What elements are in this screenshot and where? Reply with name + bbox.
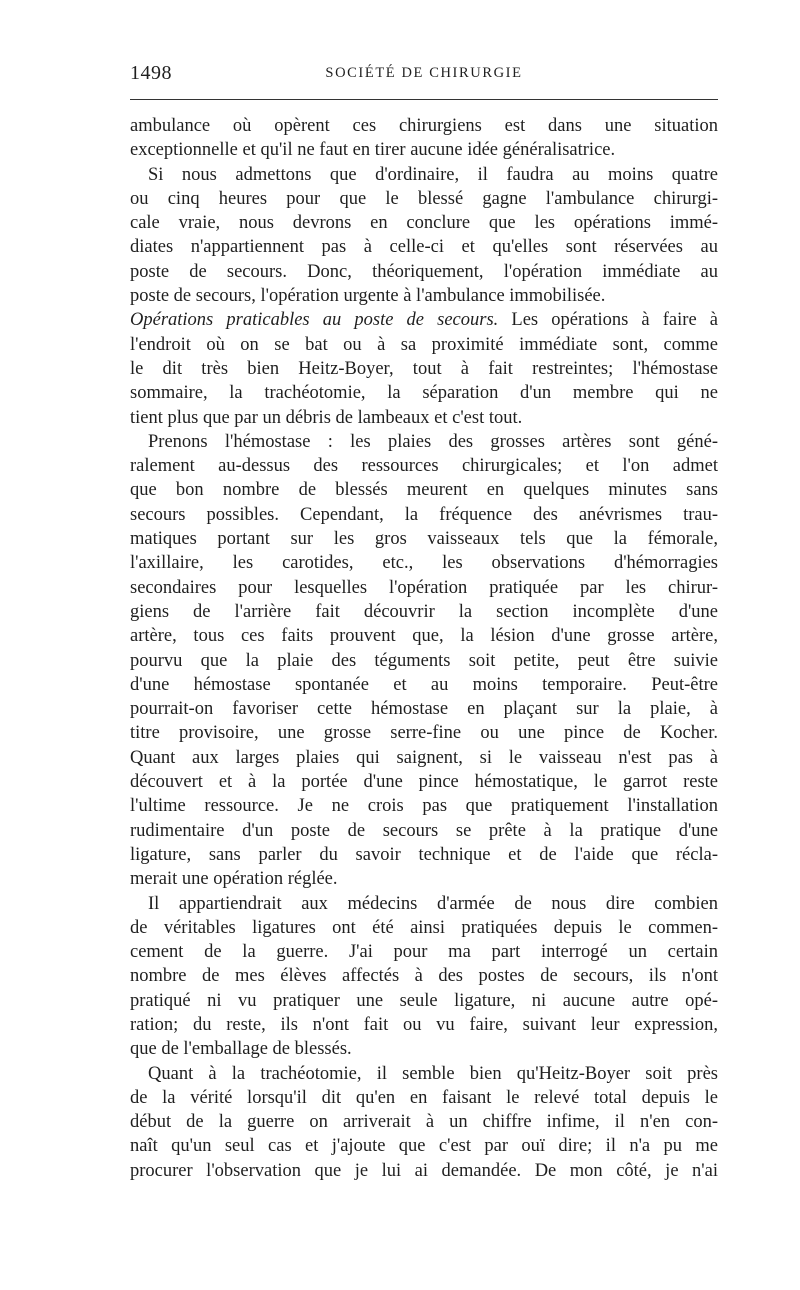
text-line xyxy=(130,308,718,332)
text-line: le dit très bien Heitz-Boyer, tout à fait restreintes; l'hémostase xyxy=(130,358,718,379)
text-line-rest: Les opérations à faire à xyxy=(498,310,718,331)
body-text xyxy=(130,114,718,1183)
page-number: 1498 xyxy=(130,62,172,84)
text-line: l'endroit où on se bat ou à sa proximité immédiate sont, comme xyxy=(130,334,718,355)
text-line: ou cinq heures pour que le blessé gagne l'ambulance chirurgi- xyxy=(130,188,718,209)
text-line: secours possibles. Cependant, la fréquence des anévrismes trau- xyxy=(130,504,718,525)
running-title: SOCIÉTÉ DE CHIRURGIE xyxy=(325,65,523,81)
text-line: Quant à la trachéotomie, il semble bien qu'Heitz-Boyer soit près xyxy=(148,1063,718,1084)
paragraph xyxy=(130,163,718,309)
text-line: secondaires pour lesquelles l'opération pratiquée par les chirur- xyxy=(130,577,718,598)
text-line: cale vraie, nous devrons en conclure que les opérations immé- xyxy=(130,213,718,234)
text-line: de véritables ligatures ont été ainsi pratiquées depuis le commen- xyxy=(130,917,718,938)
text-line: Il appartiendrait aux médecins d'armée de nous dire combien xyxy=(148,893,718,914)
text-line: pourrait-on favoriser cette hémostase en plaçant sur la plaie, à xyxy=(130,699,718,720)
text-line: d'une hémostase spontanée et au moins temporaire. Peut-être xyxy=(130,674,718,695)
text-line: ambulance où opèrent ces chirurgiens est dans une situation xyxy=(130,116,718,136)
text-line: pourvu que la plaie des téguments soit petite, peut être suivie xyxy=(130,650,718,671)
paragraph xyxy=(130,1062,718,1183)
text-line: poste de secours. Donc, théoriquement, l'opération immédiate au xyxy=(130,261,718,282)
text-line: poste de secours, l'opération urgente à l'ambulance immobilisée. xyxy=(130,286,606,307)
text-line: que bon nombre de blessés meurent en quelques minutes sans xyxy=(130,480,718,501)
text-line: matiques portant sur les gros vaisseaux tels que la fémorale, xyxy=(130,529,718,550)
paragraph xyxy=(130,308,718,429)
section-heading-inline: Opérations praticables au poste de secours. xyxy=(130,310,499,331)
text-line: ralement au-dessus des ressources chirurgicales; et l'on admet xyxy=(130,456,718,477)
text-line: exceptionnelle et qu'il ne faut en tirer aucune idée généralisatrice. xyxy=(130,140,616,161)
text-line: rudimentaire d'un poste de secours se prête à la pratique d'une xyxy=(130,820,718,841)
text-line: Si nous admettons que d'ordinaire, il faudra au moins quatre xyxy=(148,164,718,185)
paragraph xyxy=(130,114,718,163)
text-line: l'ultime ressource. Je ne crois pas que pratiquement l'installation xyxy=(130,796,718,817)
text-line: merait une opération réglée. xyxy=(130,869,338,890)
text-line: procurer l'observation que je lui ai demandée. De mon côté, je n'ai xyxy=(130,1160,718,1181)
text-line: ligature, sans parler du savoir technique et de l'aide que récla- xyxy=(130,844,718,865)
header-rule xyxy=(130,99,718,100)
text-line: de la vérité lorsqu'il dit qu'en en faisant le relevé total depuis le xyxy=(130,1087,718,1108)
paragraph xyxy=(130,892,718,1062)
text-line: Quant aux larges plaies qui saignent, si le vaisseau n'est pas à xyxy=(130,747,718,768)
text-line: giens de l'arrière fait découvrir la section incomplète d'une xyxy=(130,601,718,622)
text-line: découvert et à la portée d'une pince hémostatique, le garrot reste xyxy=(130,772,718,793)
text-line: ration; du reste, ils n'ont fait ou vu faire, suivant leur expression, xyxy=(130,1014,718,1035)
text-line: nombre de mes élèves affectés à des postes de secours, ils n'ont xyxy=(130,966,718,987)
text-line: naît qu'un seul cas et j'ajoute que c'est par ouï dire; il n'a pu me xyxy=(130,1136,718,1157)
paragraph xyxy=(130,430,718,892)
text-line: pratiqué ni vu pratiquer une seule ligature, ni aucune autre opé- xyxy=(130,990,718,1011)
text-line: tient plus que par un débris de lambeaux et c'est tout. xyxy=(130,407,523,428)
text-line: début de la guerre on arriverait à un chiffre infime, il n'en con- xyxy=(130,1112,718,1133)
text-line: que de l'emballage de blessés. xyxy=(130,1039,352,1060)
text-line: titre provisoire, une grosse serre-fine ou une pince de Kocher. xyxy=(130,723,718,744)
text-line: diates n'appartiennent pas à celle-ci et qu'elles sont réservées au xyxy=(130,237,718,258)
text-line: cement de la guerre. J'ai pour ma part interrogé un certain xyxy=(130,942,718,963)
text-line: Prenons l'hémostase : les plaies des grosses artères sont géné- xyxy=(148,431,718,452)
text-line: artère, tous ces faits prouvent que, la lésion d'une grosse artère, xyxy=(130,626,718,647)
text-line: sommaire, la trachéotomie, la séparation d'un membre qui ne xyxy=(130,383,718,404)
text-line: l'axillaire, les carotides, etc., les observations d'hémorragies xyxy=(130,553,718,574)
page-header xyxy=(130,62,718,86)
